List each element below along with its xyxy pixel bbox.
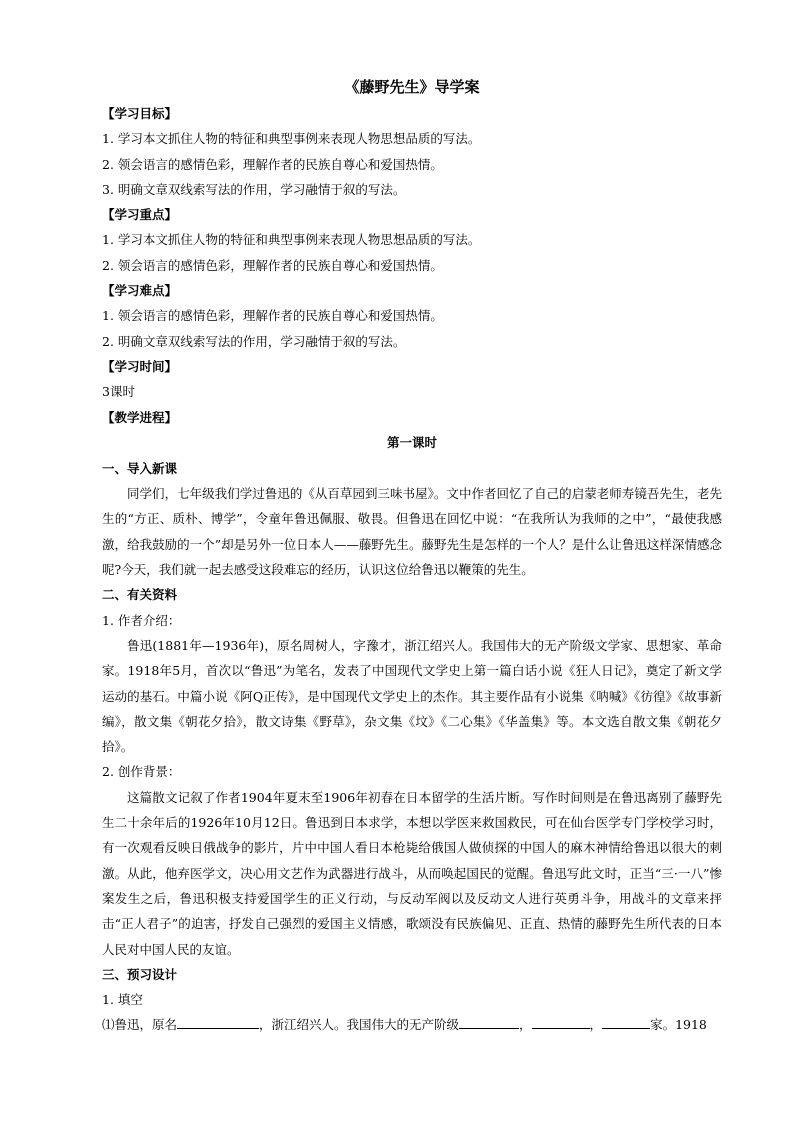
- time-heading: 【学习时间】: [102, 358, 178, 374]
- time-value: 3课时: [102, 384, 135, 400]
- fill-heading: 1. 填空: [102, 992, 143, 1008]
- fill-blank[interactable]: [602, 1014, 650, 1029]
- section2-heading: 二、有关资料: [102, 587, 178, 603]
- fill-text-part: ⑴鲁迅，原名: [102, 1017, 178, 1033]
- goal-item: 3. 明确文章双线索写法的作用，学习融情于叙的写法。: [102, 181, 406, 197]
- section3-heading: 三、预习设计: [102, 966, 178, 982]
- key-point-item: 2. 领会语言的感情色彩，理解作者的民族自尊心和爱国热情。: [102, 257, 443, 273]
- document-page: [102, 74, 722, 1038]
- key-points-heading: 【学习重点】: [102, 207, 178, 223]
- process-heading: 【教学进程】: [102, 409, 178, 425]
- goal-item: 1. 学习本文抓住人物的特征和典型事例来表现人物思想品质的写法。: [102, 131, 481, 147]
- difficulty-item: 2. 明确文章双线索写法的作用，学习融情于叙的写法。: [102, 333, 406, 349]
- author-heading: 1. 作者介绍：: [102, 612, 181, 628]
- goals-heading: 【学习目标】: [102, 106, 178, 121]
- fill-question: [102, 1012, 722, 1037]
- fill-text-part: ，浙江绍兴人。我国伟大的无产阶级: [259, 1017, 460, 1033]
- goal-item: 2. 领会语言的感情色彩，理解作者的民族自尊心和爱国热情。: [102, 156, 443, 172]
- key-point-item: 1. 学习本文抓住人物的特征和典型事例来表现人物思想品质的写法。: [102, 232, 481, 248]
- difficulty-item: 1. 领会语言的感情色彩，理解作者的民族自尊心和爱国热情。: [102, 308, 443, 324]
- difficulties-heading: 【学习难点】: [102, 283, 178, 299]
- fill-blank[interactable]: [177, 1014, 259, 1029]
- section1-text: 同学们，七年级我们学过鲁迅的《从百草园到三味书屋》。文中作者回忆了自己的启蒙老师寿镜吾先生，老先生的“方正、质朴、博学”，令童年鲁迅佩服、敬畏。但鲁迅在回忆中说：“在我所认为我师的之中”，“最使我感激，给我鼓励的一个”却是另外一位日本人——藤野先生。藤野先生是怎样的一个人？是什么让鲁迅这样深情感念呢?今天，我们就一起去感受这段难忘的经历，认识这位给鲁迅以鞭策的先生。: [102, 486, 722, 578]
- fill-text-part: ，: [519, 1017, 532, 1033]
- lesson-heading: 第一课时: [386, 434, 437, 450]
- document-title: 《藤野先生》导学案: [344, 78, 480, 96]
- fill-text-part: ，: [589, 1017, 603, 1033]
- fill-blank[interactable]: [459, 1014, 519, 1029]
- background-text: 这篇散文记叙了作者1904年夏末至1906年初春在日本留学的生活片断。写作时间则是在鲁迅离别了藤野先生二十余年后的1926年10月12日。鲁迅到日本求学，本想以学医来救国救民，可在仙台医学专门学校学习时，有一次观看反映日俄战争的影片，片中中国人看日本枪毙给俄国人做侦探的中国人的麻木神情给鲁迅以很大的刺激。从此，他弃医学文，决心用文艺作为武器进行战斗，从而唤起国民的觉醒。鲁迅写此文时，正当“三·一八”惨案发生之后，鲁迅积极支持爱国学生的正义行动，与反动军阀以及反动文人进行英勇斗争，用战斗的文章来抨击“正人君子”的迫害，抒发自己强烈的爱国主义情感，歌颂没有民族偏见、正直、热情的藤野先生所代表的日本人民对中国人民的友谊。: [102, 789, 722, 957]
- section1-heading: 一、导入新课: [102, 460, 178, 476]
- background-heading: 2. 创作背景：: [102, 764, 181, 780]
- author-text: 鲁迅(1881年—1936年)，原名周树人，字豫才，浙江绍兴人。我国伟大的无产阶级文学家、思想家、革命家。1918年5月，首次以“鲁迅”为笔名，发表了中国现代文学史上第一篇白话小说《狂人日记》，奠定了新文学运动的基石。中篇小说《阿Q正传》，是中国现代文学史上的杰作。其主要作品有小说集《呐喊》《彷徨》《故事新编》，散文集《朝花夕拾》，散文诗集《野草》，杂文集《坟》《二心集》《华盖集》等。本文选自散文集《朝花夕拾》。: [102, 637, 722, 755]
- fill-text-part: 家。1918: [650, 1017, 707, 1033]
- fill-blank[interactable]: [532, 1014, 590, 1029]
